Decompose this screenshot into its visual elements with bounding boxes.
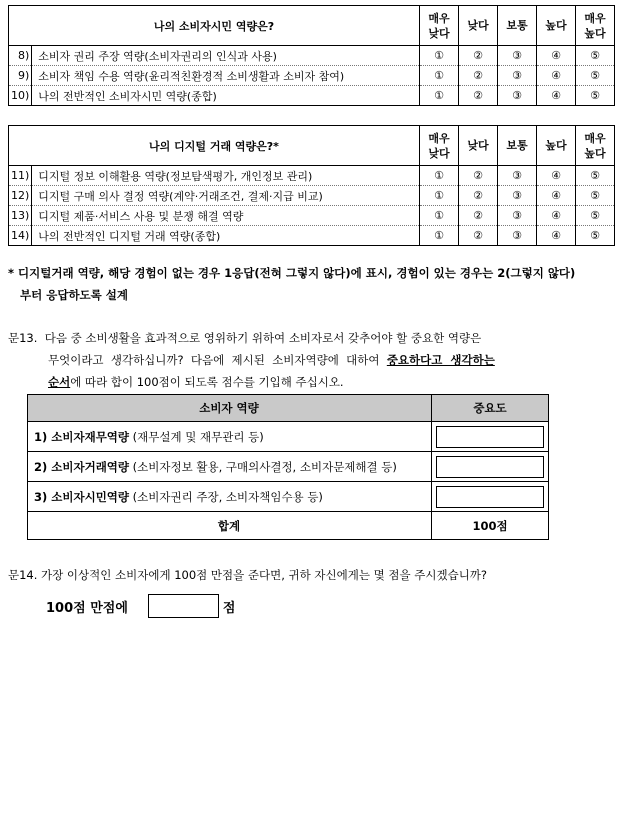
row-question: 나의 전반적인 디지털 거래 역량(종합) — [32, 226, 420, 246]
option-3[interactable]: ③ — [498, 186, 537, 206]
option-5[interactable]: ⑤ — [576, 226, 615, 246]
competency-label — [28, 452, 432, 482]
option-4[interactable]: ④ — [537, 166, 576, 186]
option-1[interactable]: ① — [420, 206, 459, 226]
importance-cell — [432, 422, 549, 452]
option-5[interactable]: ⑤ — [576, 166, 615, 186]
importance-input-transaction[interactable] — [436, 456, 544, 478]
option-4[interactable]: ④ — [537, 206, 576, 226]
option-1[interactable]: ① — [420, 86, 459, 106]
row-question: 디지털 제품·서비스 사용 및 분쟁 해결 역량 — [32, 206, 420, 226]
option-2[interactable]: ② — [459, 86, 498, 106]
scale-header-very-low — [420, 126, 459, 166]
competency-desc: (소비자권리 주장, 소비자책임수용 등) — [129, 489, 323, 504]
table-row — [9, 186, 615, 206]
competency-desc: (소비자정보 활용, 구매의사결정, 소비자문제해결 등) — [129, 459, 397, 474]
question-13-emphasis: 중요하다고 생각하는 — [386, 353, 495, 367]
option-4[interactable]: ④ — [537, 226, 576, 246]
option-5[interactable]: ⑤ — [576, 186, 615, 206]
scale-header-low: 낮다 — [459, 126, 498, 166]
scale-header-neutral: 보통 — [498, 6, 537, 46]
table-row — [9, 46, 615, 66]
table-header — [28, 395, 549, 422]
importance-cell — [432, 482, 549, 512]
option-3[interactable]: ③ — [498, 166, 537, 186]
question-14: 문14. 가장 이상적인 소비자에게 100점 만점을 준다면, 귀하 자신에게는 몇 점을 주시겠습니까? — [8, 568, 488, 582]
option-4[interactable]: ④ — [537, 186, 576, 206]
table-row — [28, 482, 549, 512]
option-4[interactable]: ④ — [537, 86, 576, 106]
competency-name: 1) 소비자재무역량 — [34, 429, 130, 444]
table-row — [9, 66, 615, 86]
row-number: 14) — [9, 226, 32, 246]
option-1[interactable]: ① — [420, 166, 459, 186]
option-2[interactable]: ② — [459, 186, 498, 206]
row-question: 나의 전반적인 소비자시민 역량(종합) — [32, 86, 420, 106]
option-4[interactable]: ④ — [537, 66, 576, 86]
row-question: 디지털 구매 의사 결정 역량(계약·거래조건, 결제·지급 비교) — [32, 186, 420, 206]
scale-header-very-low — [420, 6, 459, 46]
scale-header-very-high — [576, 6, 615, 46]
option-2[interactable]: ② — [459, 226, 498, 246]
competency-label — [28, 422, 432, 452]
question-13-line-2 — [8, 349, 613, 371]
note-line-1: * 디지털거래 역량, 해당 경험이 없는 경우 1응답(전혀 그렇지 않다)에 표시, 경험이 있는 경우는 2(그렇지 않다) — [8, 266, 576, 280]
option-5[interactable]: ⑤ — [576, 86, 615, 106]
option-1[interactable]: ① — [420, 186, 459, 206]
row-number: 8) — [9, 46, 32, 66]
total-value: 100점 — [432, 512, 549, 540]
option-4[interactable]: ④ — [537, 46, 576, 66]
table-row — [9, 86, 615, 106]
option-3[interactable]: ③ — [498, 206, 537, 226]
option-2[interactable]: ② — [459, 166, 498, 186]
scale-header-low: 낮다 — [459, 6, 498, 46]
digital-note — [8, 262, 618, 306]
competency-label — [28, 482, 432, 512]
row-question: 소비자 권리 주장 역량(소비자권리의 인식과 사용) — [32, 46, 420, 66]
scale-header-very-high — [576, 126, 615, 166]
total-label: 합계 — [28, 512, 432, 540]
row-question: 디지털 정보 이해활용 역량(정보탐색평가, 개인정보 관리) — [32, 166, 420, 186]
digital-competency-table — [8, 125, 615, 246]
option-2[interactable]: ② — [459, 206, 498, 226]
option-3[interactable]: ③ — [498, 66, 537, 86]
question-13-text: 에 따라 합이 100점이 되도록 점수를 기입해 주십시오. — [70, 375, 344, 389]
option-1[interactable]: ① — [420, 46, 459, 66]
table-row — [28, 422, 549, 452]
citizen-competency-table — [8, 5, 615, 106]
competency-name: 3) 소비자시민역량 — [34, 489, 130, 504]
score-entry — [46, 594, 235, 618]
table-title: 나의 디지털 거래 역량은?* — [9, 126, 420, 166]
option-1[interactable]: ① — [420, 66, 459, 86]
table-header — [9, 126, 615, 166]
table-row — [9, 206, 615, 226]
competency-desc: (재무설계 및 재무관리 등) — [129, 429, 264, 444]
importance-input-finance[interactable] — [436, 426, 544, 448]
row-number: 13) — [9, 206, 32, 226]
row-number: 9) — [9, 66, 32, 86]
option-5[interactable]: ⑤ — [576, 66, 615, 86]
total-row — [28, 512, 549, 540]
table-row — [28, 452, 549, 482]
question-13-line-1: 문13. 다음 중 소비생활을 효과적으로 영위하기 위하여 소비자로서 갖추어야 할 중요한 역량은 — [8, 331, 482, 345]
table-row — [9, 226, 615, 246]
option-2[interactable]: ② — [459, 66, 498, 86]
table-title: 나의 소비자시민 역량은? — [9, 6, 420, 46]
row-number: 12) — [9, 186, 32, 206]
competency-importance-table — [27, 394, 549, 540]
question-13-text: 무엇이라고 생각하십니까? 다음에 제시된 소비자역량에 대하여 — [48, 353, 387, 367]
scale-header-label: 매우 높다 — [584, 11, 606, 40]
scale-header-neutral: 보통 — [498, 126, 537, 166]
competency-name: 2) 소비자거래역량 — [34, 459, 130, 474]
scale-header-label: 매우 낮다 — [428, 11, 450, 40]
header-competency: 소비자 역량 — [28, 395, 432, 422]
importance-cell — [432, 452, 549, 482]
scale-header-label: 매우 높다 — [584, 131, 606, 160]
row-number: 11) — [9, 166, 32, 186]
table-header — [9, 6, 615, 46]
question-13-emphasis: 순서 — [48, 375, 71, 389]
scale-header-high: 높다 — [537, 126, 576, 166]
table-row — [9, 166, 615, 186]
row-question: 소비자 책임 수용 역량(윤리적친환경적 소비생활과 소비자 참여) — [32, 66, 420, 86]
option-3[interactable]: ③ — [498, 226, 537, 246]
score-prefix: 100점 만점에 — [46, 600, 128, 616]
scale-header-label: 매우 낮다 — [428, 131, 450, 160]
option-3[interactable]: ③ — [498, 86, 537, 106]
row-number: 10) — [9, 86, 32, 106]
question-13-line-3 — [8, 371, 613, 393]
importance-input-citizen[interactable] — [436, 486, 544, 508]
header-importance: 중요도 — [432, 395, 549, 422]
option-3[interactable]: ③ — [498, 46, 537, 66]
score-input[interactable] — [148, 594, 219, 618]
option-1[interactable]: ① — [420, 226, 459, 246]
question-13 — [8, 327, 613, 393]
option-5[interactable]: ⑤ — [576, 46, 615, 66]
option-2[interactable]: ② — [459, 46, 498, 66]
scale-header-high: 높다 — [537, 6, 576, 46]
note-line-2: 부터 응답하도록 설계 — [8, 288, 128, 302]
score-suffix: 점 — [222, 600, 236, 616]
option-5[interactable]: ⑤ — [576, 206, 615, 226]
